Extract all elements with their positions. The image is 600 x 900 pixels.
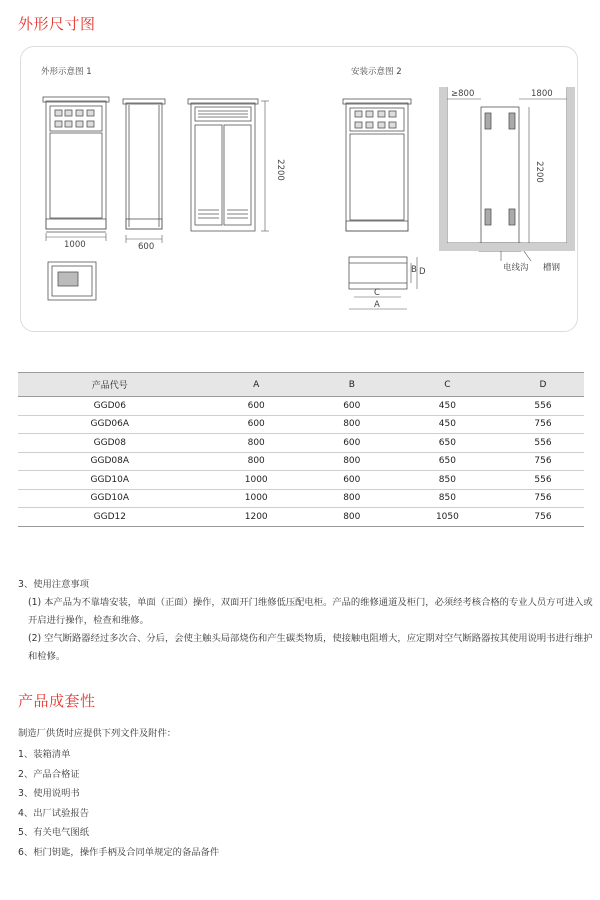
col-header: C bbox=[393, 373, 502, 397]
table-cell: 450 bbox=[393, 397, 502, 416]
table-cell: 556 bbox=[502, 397, 584, 416]
table-cell: 850 bbox=[393, 471, 502, 490]
label-channel-steel: 槽钢 bbox=[543, 263, 561, 273]
table-cell: 600 bbox=[202, 397, 311, 416]
dim-label-d: D bbox=[419, 267, 426, 277]
label-cable-trench: 电线沟 bbox=[503, 263, 529, 273]
dim-600: 600 bbox=[138, 242, 155, 252]
section-title-product-set: 产品成套性 bbox=[18, 692, 96, 710]
table-cell: 1200 bbox=[202, 508, 311, 527]
table-cell: 800 bbox=[311, 489, 393, 508]
note-item: (1) 本产品为不靠墙安装，单面（正面）操作，双面开门维修低压配电柜。产品的维修通道及柜门，必须经考核合格的专业人员方可进入或开启进行操作，检查和维修。 bbox=[28, 597, 593, 626]
table-header-row bbox=[18, 373, 584, 397]
table-row bbox=[18, 471, 584, 490]
note-item: (2) 空气断路器经过多次合、分后，会使主触头局部烧伤和产生碳类物质，使接触电阻增大，应定期对空气断路器按其使用说明书进行维护和检修。 bbox=[28, 633, 593, 662]
table-cell: 600 bbox=[311, 397, 393, 416]
table-cell: 600 bbox=[311, 434, 393, 453]
usage-notes bbox=[18, 576, 593, 666]
dim-2200-fig2: 2200 bbox=[533, 161, 544, 183]
col-header: 产品代号 bbox=[18, 373, 202, 397]
table-cell: GGD10A bbox=[18, 489, 202, 508]
cabinet-rear-view bbox=[188, 99, 258, 231]
product-set-list bbox=[18, 745, 219, 862]
dim-ge800: ≥800 bbox=[451, 89, 475, 99]
dim-1800: 1800 bbox=[531, 89, 553, 99]
table-row bbox=[18, 489, 584, 508]
table-cell: GGD12 bbox=[18, 508, 202, 527]
table-cell: 556 bbox=[502, 471, 584, 490]
install-plan-view bbox=[349, 257, 407, 289]
table-cell: 800 bbox=[202, 434, 311, 453]
dim-label-a: A bbox=[374, 300, 380, 310]
col-header: B bbox=[311, 373, 393, 397]
list-item: 5、有关电气图纸 bbox=[18, 827, 89, 838]
table-cell: GGD08A bbox=[18, 452, 202, 471]
install-room-view bbox=[447, 87, 567, 251]
table-cell: 600 bbox=[202, 415, 311, 434]
col-header: A bbox=[202, 373, 311, 397]
list-item: 3、使用说明书 bbox=[18, 788, 80, 799]
table-cell: GGD10A bbox=[18, 471, 202, 490]
table-cell: GGD06 bbox=[18, 397, 202, 416]
table-cell: 650 bbox=[393, 452, 502, 471]
dim-2200-fig1: 2200 bbox=[274, 159, 285, 181]
notes-title: 3、使用注意事项 bbox=[18, 579, 89, 590]
dimension-table bbox=[18, 372, 584, 527]
table-cell: 756 bbox=[502, 489, 584, 508]
table-cell: 450 bbox=[393, 415, 502, 434]
table-cell: 800 bbox=[311, 508, 393, 527]
dim-label-b: B bbox=[411, 265, 417, 275]
table-cell: 756 bbox=[502, 508, 584, 527]
section-title-dimensions: 外形尺寸图 bbox=[18, 15, 96, 33]
dimension-diagram-panel bbox=[20, 46, 578, 332]
table-row bbox=[18, 508, 584, 527]
col-header: D bbox=[502, 373, 584, 397]
table-cell: 1000 bbox=[202, 471, 311, 490]
list-item: 4、出厂试验报告 bbox=[18, 807, 89, 819]
dim-label-c: C bbox=[374, 288, 380, 298]
table-cell: 800 bbox=[202, 452, 311, 471]
table-cell: 850 bbox=[393, 489, 502, 508]
list-item: 2、产品合格证 bbox=[18, 768, 80, 780]
fig1-label: 外形示意图 1 bbox=[41, 67, 92, 77]
cabinet-front-view bbox=[43, 97, 109, 232]
list-item: 1、装箱清单 bbox=[18, 749, 71, 760]
table-cell: 756 bbox=[502, 415, 584, 434]
table-cell: 600 bbox=[311, 471, 393, 490]
fig2-label: 安装示意图 2 bbox=[351, 67, 402, 77]
cabinet-drawings bbox=[21, 47, 577, 331]
table-row bbox=[18, 415, 584, 434]
table-row bbox=[18, 434, 584, 453]
product-set-intro: 制造厂供货时应提供下列文件及附件： bbox=[18, 728, 177, 739]
cabinet-side-view bbox=[123, 99, 165, 229]
table-cell: 756 bbox=[502, 452, 584, 471]
table-cell: 556 bbox=[502, 434, 584, 453]
table-cell: GGD06A bbox=[18, 415, 202, 434]
dim-1000: 1000 bbox=[64, 240, 86, 250]
install-front-view bbox=[343, 99, 411, 231]
table-cell: 800 bbox=[311, 415, 393, 434]
table-cell: 800 bbox=[311, 452, 393, 471]
table-row bbox=[18, 452, 584, 471]
table-row bbox=[18, 397, 584, 416]
table-cell: GGD08 bbox=[18, 434, 202, 453]
list-item: 6、柜门钥匙，操作手柄及合同单规定的备品备件 bbox=[18, 846, 220, 858]
table-cell: 1000 bbox=[202, 489, 311, 508]
table-cell: 1050 bbox=[393, 508, 502, 527]
table-cell: 650 bbox=[393, 434, 502, 453]
